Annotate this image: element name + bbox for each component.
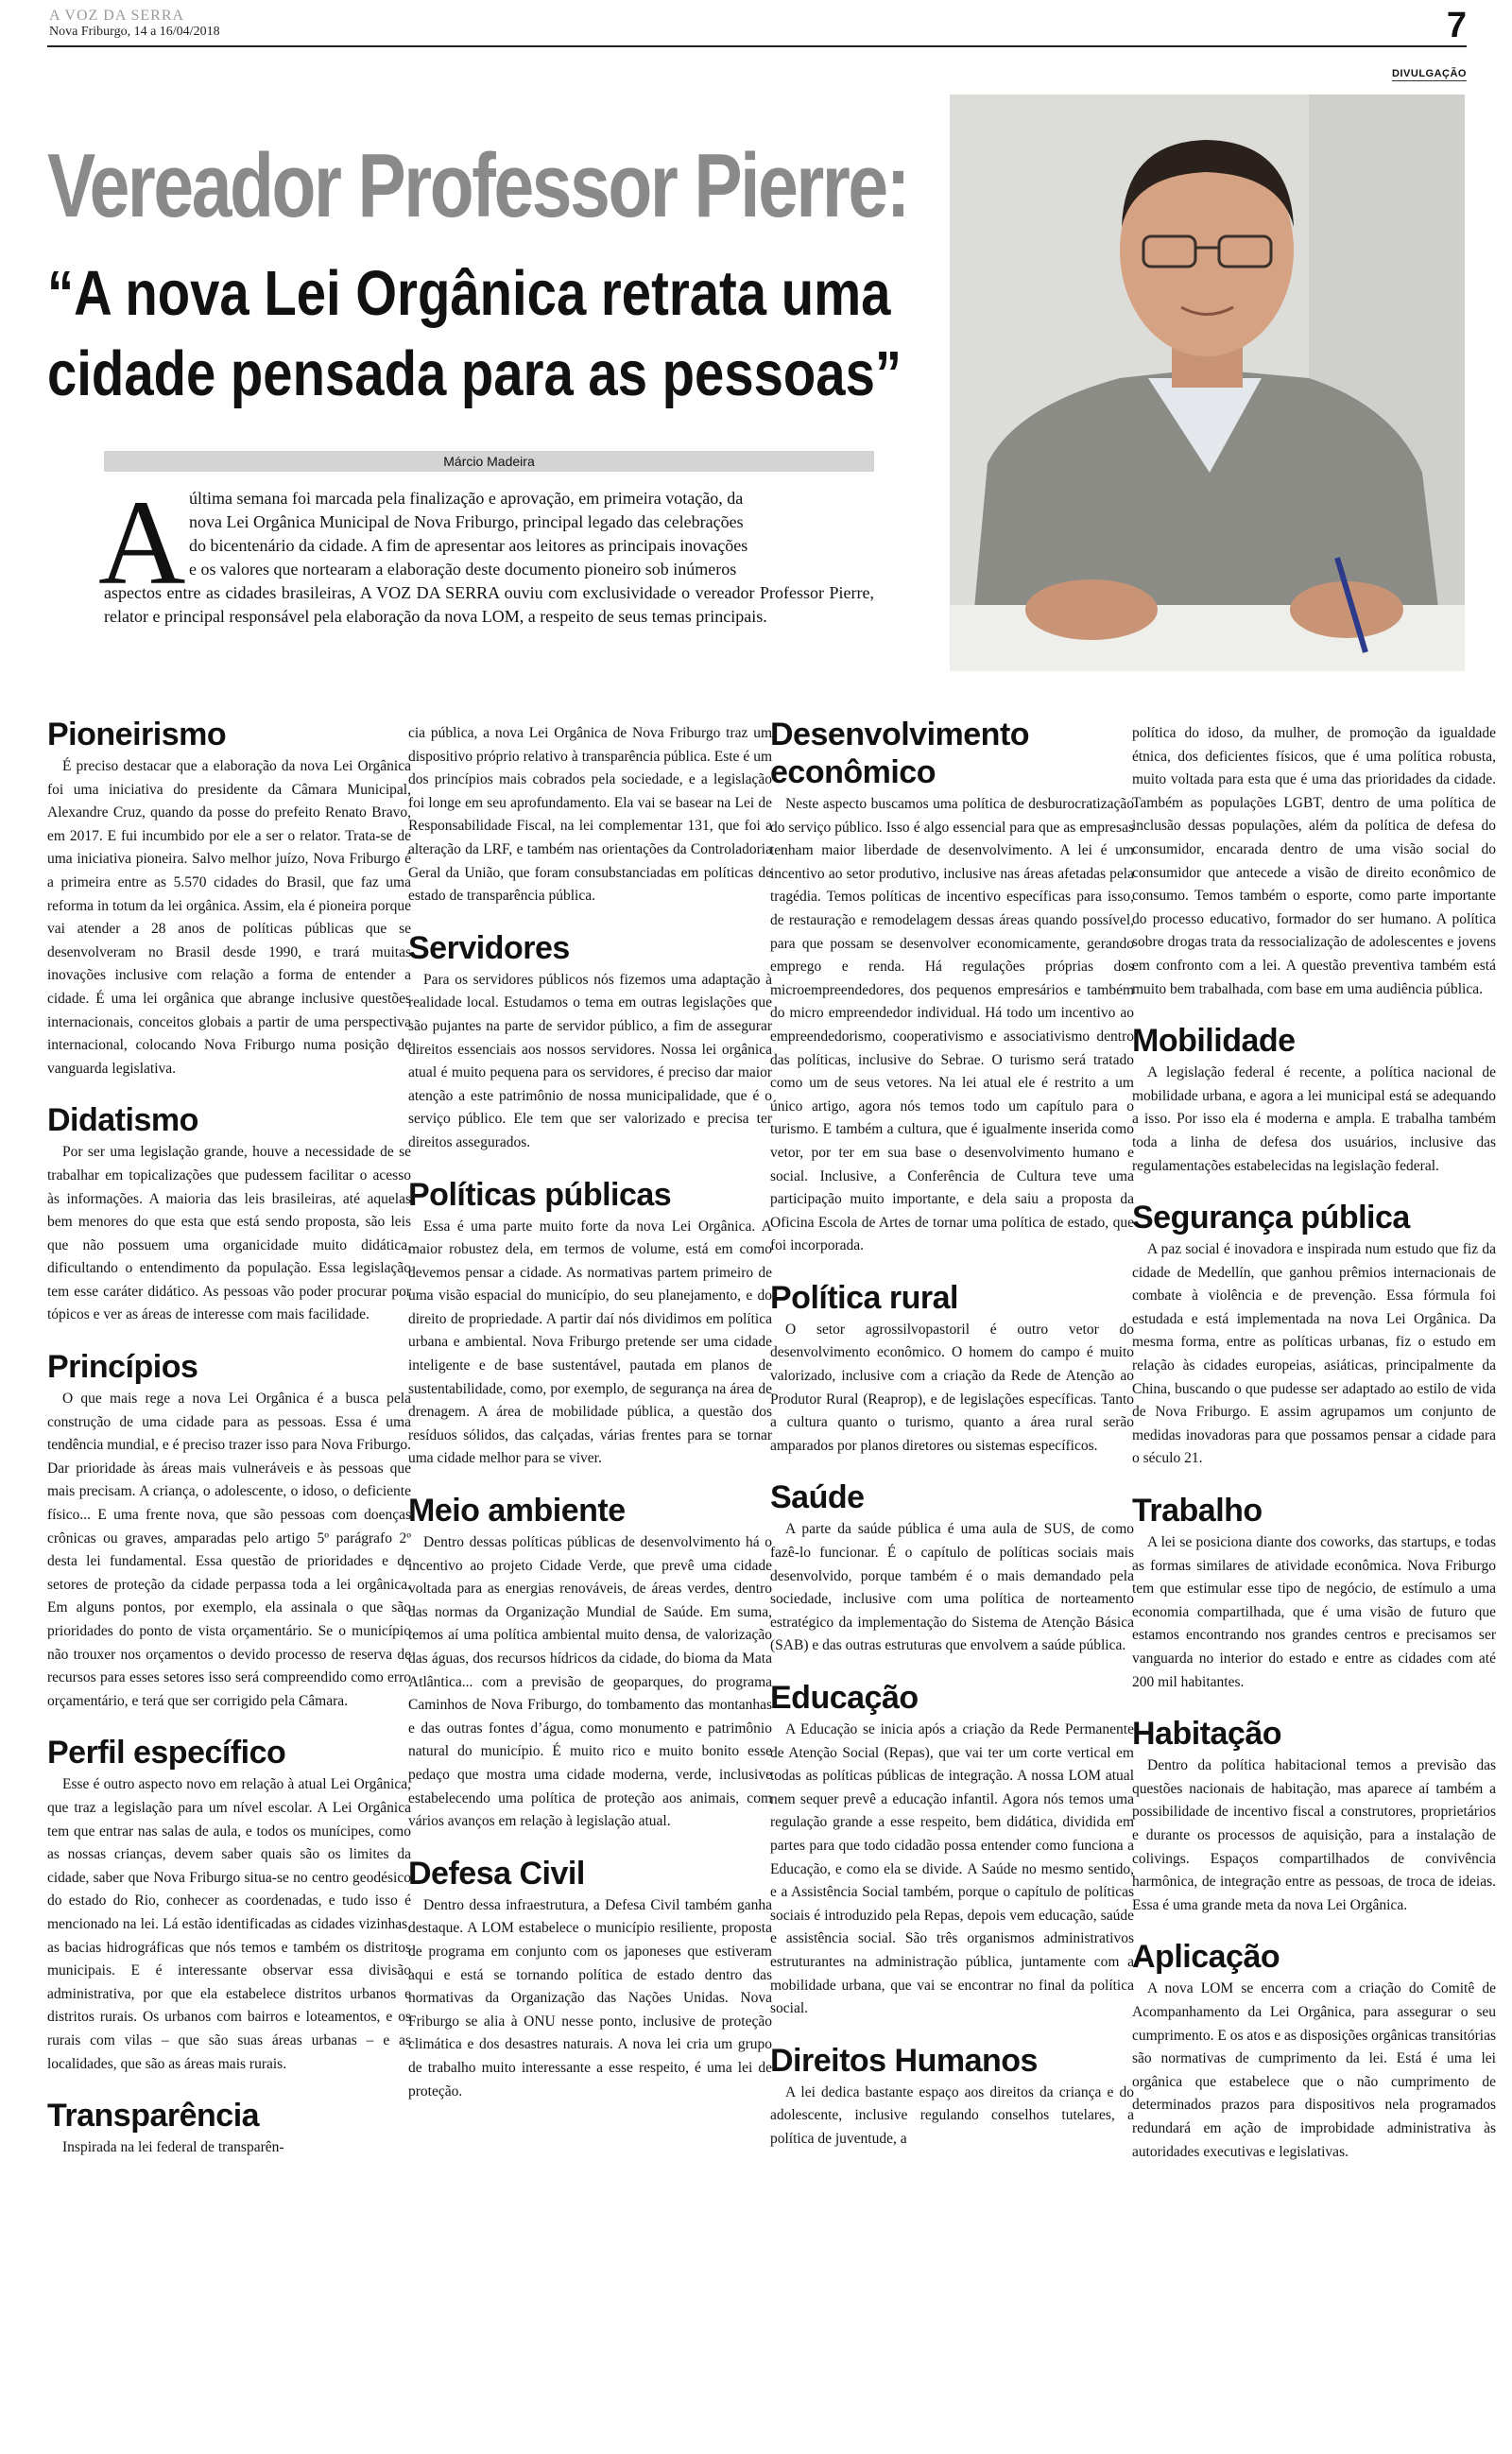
column-3 (770, 716, 1134, 2172)
section-text: Essa é uma parte muito forte da nova Lei Orgânica. A maior robustez dela, em termos de volume, está em como devemos pensar a cidade. As normativas partem primeiro de uma visão espacial do município, do seu planejamento, e do direito de propriedade. A partir daí nós dividimos em política urbana e ambiental. Nova Friburgo pretende ser uma cidade inteligente e de base sustentável, pautada em planos de sustentabilidade, como, por exemplo, de segurança na área de drenagem. A área de mobilidade pública, a questão dos resíduos sólidos, das calçadas, várias frentes para se tornar uma cidade melhor para se viver. (408, 1218, 772, 1467)
lede-rest: aspectos entre as cidades brasileiras, A VOZ DA SERRA ouviu com exclusividade o vereador Professor Pierre, relator e principal responsável pela elaboração da nova LOM, a respeito de seus temas principais. (104, 583, 874, 626)
section-text: O que mais rege a nova Lei Orgânica é a busca pela construção de uma cidade para as pessoas. Essa é uma tendência mundial, e é preciso trazer isso para Nova Friburgo. Dar prioridade às áreas mais vulneráveis e às pessoas que mais precisam. A criança, o adolescente, o idoso, o deficiente físico... E uma frente nova, que são pessoas com doenças crônicas ou graves, amparadas pelo artigo 5º parágrafo 2º desta lei fundamental. Essa questão de prioridades e de setores de proteção da cidade perpassa toda a lei orgânica. Em alguns pontos, por exemplo, ela assinala o que são prioridades do ponto de vista orçamentário. Se o município não trouxer nos orçamentos o devido processo de reserva de recursos para esses setores isso será compreendido como erro orçamentário, e terá que ser corrigido pela Câmara. (47, 1391, 411, 1709)
section-title: Didatismo (47, 1102, 198, 1139)
section-text: Dentro da política habitacional temos a previsão das questões nacionais de habitação, mas aparece aí também a possibilidade de incentivo fiscal a construtores, proprietários e durante os processos de aquisição, para a instalação de colivings. Espaços compartilhados de convivência harmônica, de integração entre as pessoas, de troca de ideias. Essa é uma grande meta da nova Lei Orgânica. (1132, 1757, 1496, 1913)
section-title: Habitação (1132, 1716, 1281, 1753)
column-2 (408, 722, 772, 2124)
column-1 (47, 716, 411, 2181)
section-text: A lei se posiciona diante dos coworks, das startups, e todas as formas similares de atividade econômica. Nova Friburgo tem que estimular esse tipo de negócio, de estímulo a uma economia compartilhada, que é uma visão de futuro que estamos encontrando nos grandes centros e precisamos ser vanguarda no interior do estado e entre as cidades com até 200 mil habitantes. (1132, 1534, 1496, 1690)
section-title: Meio ambiente (408, 1493, 626, 1529)
section-text: A Educação se inicia após a criação da Rede Permanente de Atenção Social (Repas), que vai ter um corte vertical em todas as políticas públicas de integração. A nossa LOM atual nem sequer prevê a educação infantil. Agora nós temos uma regulação grande a esse respeito, bem didática, dividida em partes para que todo cidadão possa entender como funciona a Educação, e como ela se dividе. A Saúde no mesmo sentido, e a Assistência Social também, porque o capítulo de políticas sociais é introduzido pela Repas, depois vem educação, saúde e assistência social. São três organismos administrativos estruturantes na administração pública, juntamente com a mobilidade urbana, que vai se encontrar no final da política social. (770, 1721, 1134, 2017)
section-text: É preciso destacar que a elaboração da nova Lei Orgânica foi uma iniciativa do presidente da Câmara Municipal, Alexandre Cruz, quando da posse do prefeito Renato Bravo, em 2017. E fui incumbido por ele a ser o relator. Trata-se de uma iniciativa pioneira. Salvo melhor juízo, Nova Friburgo é a primeira entre as 5.570 cidades do Brasil, que faz uma reforma in totum da lei orgânica. Assim, ela é pioneira porque vai atender a 28 anos de políticas públicas que se desenvolveram no Brasil desde 1990, e trará muitas inovações inclusive com relação a forma de entender a cidade. É uma lei orgânica que abrange inclusive questões internacionais, conceitos globais a partir de uma perspectiva internacional, colocando Nova Friburgo numa posição de vanguarda legislativa. (47, 758, 411, 1077)
section-text: A parte da saúde pública é uma aula de SUS, de como fazê-lo funcionar. É o capítulo de políticas sociais mais desenvolvido, porque também é o mais demandado pela sociedade, inclusive com uma política de norteamento estratégico da implementação do Sistema de Atenção Básica (SAB) e das outras estruturas que envolvem a saúde pública. (770, 1521, 1134, 1654)
column-4 (1132, 722, 1496, 2185)
section-title-line-2: econômico (770, 754, 936, 790)
subheadline-line-1: “A nova Lei Orgânica retrata uma (47, 258, 891, 329)
section-text: Por ser uma legislação grande, houve a necessidade de se trabalhar em topicalizações que pudessem facilitar o acesso às informações. A maioria das leis brasileiras, até aquelas bem menores do que esta que está sendo proposta, são leis que não possuem uma organicidade muito didática, dificultando o entendimento da população. Essa legislação tem esse caráter didático. As pessoas vão poder procurar por tópicos e ver as áreas de interesse com mais facilidade. (47, 1144, 411, 1323)
photo-credit: DIVULGAÇÃO (1392, 68, 1467, 79)
lede-paragraph (104, 487, 874, 629)
section-title: Pioneirismo (47, 717, 227, 752)
page-number: 7 (1446, 6, 1467, 45)
drop-cap: A (98, 475, 186, 610)
section-title: Segurança pública (1132, 1200, 1410, 1236)
section-title: Transparência (47, 2098, 260, 2134)
section-text: Para os servidores públicos nós fizemos uma adaptação à realidade local. Estudamos o tema em outras legislações que são pujantes na parte de servidor público, a fim de assegurar direitos essenciais aos nossos servidores. Nossa lei orgânica atual é muito pequena para os servidores, é preciso dar maior atenção a este patrimônio de nossa municipalidade, que é o serviço público. Ele tem que ser valorizado e precisa ter direitos assegurados. (408, 971, 772, 1150)
subheadline-line-2: cidade pensada para as pessoas” (47, 338, 902, 409)
header-rule (47, 45, 1467, 47)
section-text: Inspirada na lei federal de transparên- (62, 2139, 284, 2156)
byline: Márcio Madeira (104, 451, 874, 472)
subheadline (47, 253, 902, 414)
section-title: Aplicação (1132, 1939, 1280, 1976)
section-text: A paz social é inovadora e inspirada num estudo que fiz da cidade de Medellín, que ganhou prêmios internacionais de combate à violência e de prevenção. Essa fórmula foi estudada e está implementada na nova Lei Orgânica. Da mesma forma, entre as políticas urbanas, fiz o estudo em relação às cidades europeias, asiáticas, principalmente da China, buscando o que pudesse ser adaptado ao estilo de vida de Nova Friburgo. E assim agrupamos um conjunto de medidas inovadoras para que possamos pensar a cidade para o século 21. (1132, 1241, 1496, 1467)
lede-line-3: do bicentenário da cidade. A fim de apresentar aos leitores as principais inovações (189, 536, 748, 555)
section-text: A nova LOM se encerra com a criação do Comitê de Acompanhamento da Lei Orgânica, para assegurar o seu cumprimento. E os atos e as disposições orgânicas transitórias são normativas de cumprimento da lei. Está é uma lei orgânica que estabelece que o não cumprimento de determinados prazos para dispositivos nela programados redundará em ação de improbidade administrativa às autoridades executivas e legislativas. (1132, 1980, 1496, 2160)
portrait-illustration (950, 95, 1465, 671)
lede-line-2: nova Lei Orgânica Municipal de Nova Friburgo, principal legado das celebrações (189, 512, 744, 531)
masthead: A VOZ DA SERRA (49, 8, 185, 24)
section-title: Direitos Humanos (770, 2042, 1038, 2079)
section-text: Dentro dessa infraestrutura, a Defesa Civil também ganha destaque. A LOM estabelece o município resiliente, proposta de programa em conjunto com os japoneses que estiveram aqui e está se tornando política de estado dentro das normativas da Organização das Nações Unidas. Nova Friburgo se alia à ONU nesse ponto, inclusive de proteção climática e dos desastres naturais. A nova lei cria um grupo de trabalho muito interessante a esse respeito, é uma lei de proteção. (408, 1896, 772, 2100)
section-text: Dentro dessas políticas públicas de desenvolvimento há o incentivo ao projeto Cidade Verde, que prevê uma cidade voltada para as energias renováveis, de áreas verdes, dentro das normas da Organização Mundial de Saúde. Em suma, temos aí uma política ambiental muito densa, de valorização das águas, dos recursos hídricos da cidade, do bioma da Mata Atlântica... com a previsão de geoparques, do programa Caminhos de Nova Friburgo, do tombamento das montanhas e das outras fontes d’água, como monumento e patrimônio natural do município. É muito rico e muito bonito esse pedaço que mostra uma cidade moderna, verde, inclusive estabelecendo uma política de proteção aos animais, com vários avanços em relação à legislação atual. (408, 1534, 772, 1830)
section-text: cia pública, a nova Lei Orgânica de Nova Friburgo traz um dispositivo próprio relativo à transparência pública. Este é um dos princípios mais cobrados pela sociedade, e a legislação foi longe em seu aprofundamento. Ela vai se basear na Lei de Responsabilidade Fiscal, na lei complementar 131, que foi a alteração da LRF, e também nas orientações da Controladoria Geral da União, que foram consubstanciadas em políticas de estado de transparência pública. (408, 725, 772, 905)
dateline: Nova Friburgo, 14 a 16/04/2018 (49, 25, 220, 39)
section-text: Neste aspecto buscamos uma política de desburocratização do serviço público. Isso é algo essencial para que as empresas tenham maior liberdade de desenvolvimento. A lei é um incentivo ao setor produtivo, inclusive nas áreas afetadas pela tragédia. Temos políticas de incentivo específicas para isso, de restauração e remodelagem dessas áreas quando possível, para que possam se desenvolver economicamente, gerando emprego e renda. Há regulações próprias dos microempreendedores, dos pequenos empresários e também do micro empreendedor individual. Há todo um incentivo ao empreendedorismo, cooperativismo e associativismo dentro das políticas, inclusive do Sebrae. O turismo será tratado como um de seus vetores. Na lei atual ele é restrito a um único artigo, agora nós temos todo um capítulo para o turismo. E também a cultura, que é igualmente inserida como vetor, por ter em sua base o desenvolvimento humano e social. Inclusive, a Conferência de Cultura teve uma participação muito importante, e dela saiu a proposta da Oficina Escola de Artes de tornar uma política de estado, que foi incorporada. (770, 796, 1134, 1254)
section-text: A lei dedica bastante espaço aos direitos da criança e do adolescente, inclusive regulando conselhos tutelares, a política de juventude, a (770, 2083, 1134, 2147)
section-title: Política rural (770, 1279, 958, 1316)
section-title: Perfil específico (47, 1735, 286, 1771)
section-title: Saúde (770, 1479, 865, 1516)
section-title: Educação (770, 1680, 919, 1716)
section-text: A legislação federal é recente, a política nacional de mobilidade urbana, e agora a lei municipal está se adequando a isso. Por isso ela é moderna e ampla. E trabalha também toda a linha de defesa dos usuários, inclusive das regulamentações estabelecidas na legislação federal. (1132, 1064, 1496, 1174)
section-title: Políticas públicas (408, 1176, 672, 1213)
lede-line-4: e os valores que nortearam a elaboração deste documento pioneiro sob inúmeros (189, 560, 737, 579)
section-text: O setor agrossilvopastoril é outro vetor do desenvolvimento econômico. O homem do campo é muito valorizado, inclusive com a criação da Rede de Atenção ao Produtor Rural (Reaprор), e de legislações específicas. Tanto a cultura quanto o turismo, quanto a área rural serão amparados por planos diretores ou sistemas específicos. (770, 1321, 1134, 1454)
section-text: Esse é outro aspecto novo em relação à atual Lei Orgânica, que traz a legislação para um nível escolar. A Lei Orgânica tem que entrar nas salas de aula, e todos os munícipes, como as nossas crianças, devem saber quais são os limites da cidade, saber que Nova Friburgo situa-se no centro geodésico do estado do Rio, conhecer as coordenadas, e tudo isso é mencionado na lei. Lá estão identificadas as cidades vizinhas, as bacias hidrográficas que nós temos e também os distritos municipais. E é interessante observar essa divisão administrativa, por que ela estabelece distritos urbanos e distritos rurais. Os urbanos com bairros e loteamentos, e os rurais com vilas – que são suas áreas urbanas – e as localidades, que são as áreas mais rurais. (47, 1776, 411, 2072)
lede-line-1: última semana foi marcada pela finalização e aprovação, em primeira votação, da (189, 489, 744, 508)
portrait-photo (950, 95, 1465, 671)
headline: Vereador Professor Pierre: (47, 135, 908, 236)
section-title: Princípios (47, 1349, 198, 1386)
section-title: Trabalho (1132, 1493, 1263, 1529)
section-title-line-1: Desenvolvimento (770, 717, 1030, 752)
section-title: Servidores (408, 929, 570, 966)
section-title (770, 716, 1134, 791)
section-title: Defesa Civil (408, 1855, 585, 1892)
section-title: Mobilidade (1132, 1023, 1296, 1060)
section-text: política do idoso, da mulher, de promoção da igualdade étnica, dos deficientes físicos, que é uma política robusta, muito voltada para esta que é uma das prioridades da cidade. Também as populações LGBT, dentro de uma política de inclusão dessas populações, além da política de defesa do consumidor, encarada dentro de uma visão social do consumidor que antecede a visão de direito econômico de consumo. Temos também o esporte, como parte importante do processo educativo, formador do ser humano. A política sobre drogas trata da ressocialização de adolescentes e jovens em confronto com a lei. A questão preventiva também está muito bem trabalhada, com base em uma audiência pública. (1132, 725, 1496, 997)
